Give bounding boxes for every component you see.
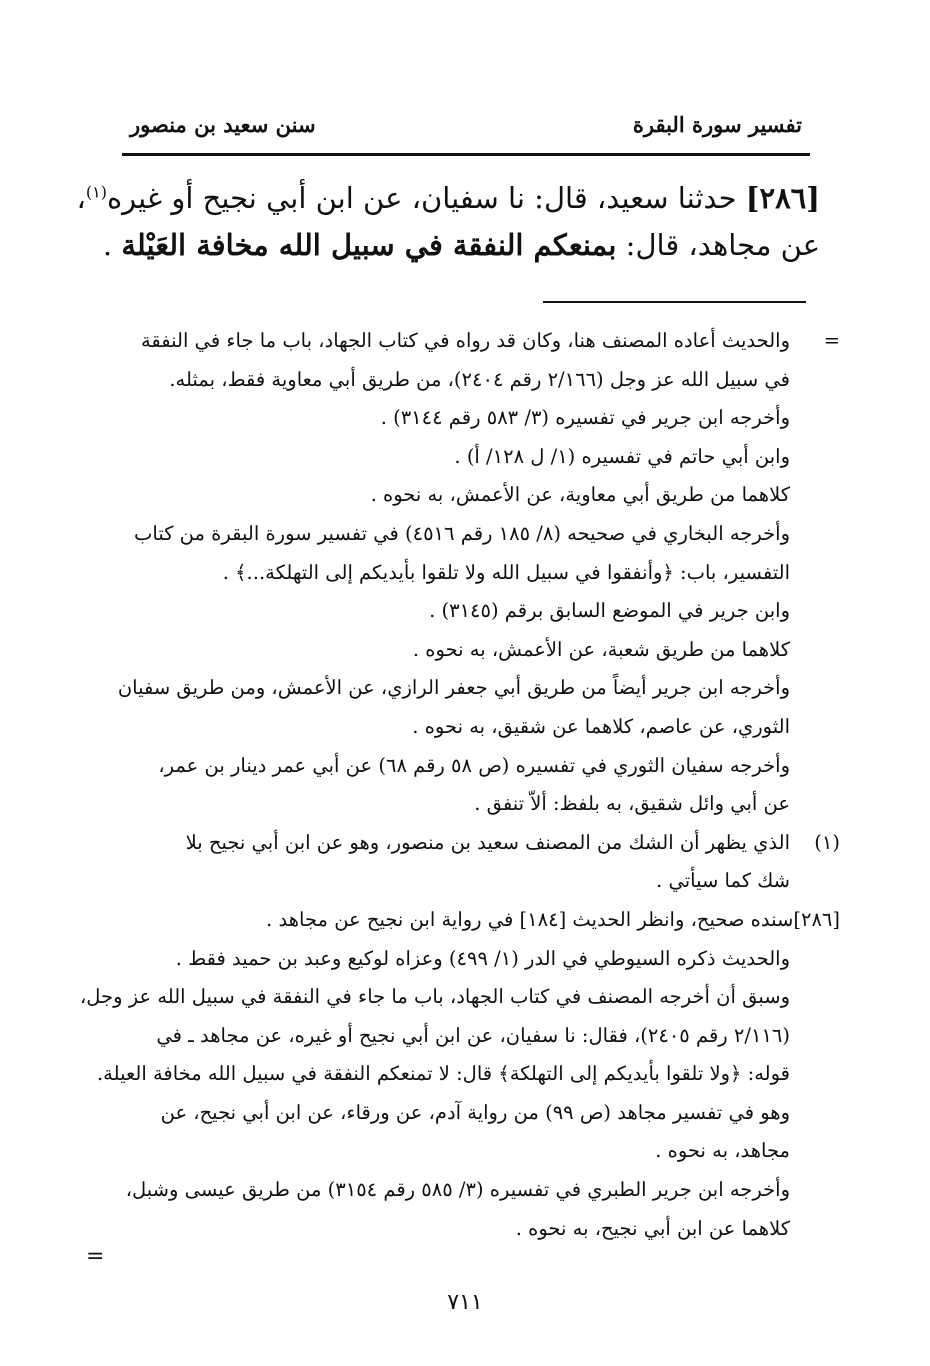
note-text: سنده صحيح، وانظر الحديث [١٨٤] في رواية ابن نجيح عن مجاهد . xyxy=(266,907,794,931)
note-line: والحديث أعاده المصنف هنا، وكان قد رواه في كتاب الجهاد، باب ما جاء في النفقة xyxy=(140,329,790,352)
note-line: الثوري، عن عاصم، كلاهما عن شقيق، به نحوه . xyxy=(412,714,790,738)
note-line: وابن جرير في الموضع السابق برقم (٣١٤٥) . xyxy=(429,599,790,623)
continues-marker: = xyxy=(86,1244,105,1269)
note-line: قوله: ﴿ولا تلقوا بأيديكم إلى التهلكة﴾ قال: لا تمنعكم النفقة في سبيل الله مخافة العيلة. xyxy=(96,1062,790,1086)
note-line: في سبيل الله عز وجل (٢/١٦٦ رقم ٢٤٠٤)، من طريق أبي معاوية فقط، بمثله. xyxy=(169,367,790,391)
footnote-1 xyxy=(120,824,840,901)
hadith-text xyxy=(76,175,820,269)
note-line: كلاهما من طريق شعبة، عن الأعمش، به نحوه . xyxy=(412,637,790,661)
footnotes xyxy=(80,322,840,1248)
note-line: مجاهد، به نحوه . xyxy=(655,1139,790,1163)
continued-note xyxy=(117,322,840,824)
footnote-number: (١) xyxy=(814,830,840,854)
note-line: كلاهما من طريق أبي معاوية، عن الأعمش، به نحوه . xyxy=(370,483,790,507)
note-line: (٢/١١٦ رقم ٢٤٠٥)، فقال: نا سفيان، عن ابن أبي نجيح أو غيره، عن مجاهد ـ في xyxy=(156,1023,790,1047)
hadith-matn: بمنعكم النفقة في سبيل الله مخافة العَيْلة xyxy=(121,228,617,262)
hadith-line-1 xyxy=(76,175,820,222)
book-title: سنن سعيد بن منصور xyxy=(130,112,316,137)
hadith-isnad: حدثنا سعيد، قال: نا سفيان، عن ابن أبي نجيح أو غيره xyxy=(106,181,737,215)
note-line: وأخرجه البخاري في صحيحه (٨/ ١٨٥ رقم ٤٥١٦) في تفسير سورة البقرة من كتاب xyxy=(134,521,790,545)
note-line: وأخرجه سفيان الثوري في تفسيره (ص ٥٨ رقم ٦٨) عن أبي عمر دينار بن عمر، xyxy=(158,753,790,777)
note-line: عن أبي وائل شقيق، به بلفظ: ألاّ تنفق . xyxy=(474,792,790,816)
header-divider xyxy=(122,153,810,156)
punctuation: ، xyxy=(76,181,86,215)
note-line: الذي يظهر أن الشك من المصنف سعيد بن منصور، وهو عن ابن أبي نجيح بلا xyxy=(185,830,790,854)
footnote-ref: (١) xyxy=(85,182,107,202)
note-line: وهو في تفسير مجاهد (ص ٩٩) من رواية آدم، عن ورقاء، عن ابن أبي نجيح، عن xyxy=(160,1100,790,1124)
footnote-divider xyxy=(543,301,806,303)
page-number: ٧١١ xyxy=(447,1290,483,1315)
note-line: وابن أبي حاتم في تفسيره (١/ ل ١٢٨/ أ) . xyxy=(454,444,790,468)
note-line: وأخرجه ابن جرير في تفسيره (٣/ ٥٨٣ رقم ٣١٤٤) . xyxy=(380,406,790,430)
note-line: وأخرجه ابن جرير الطبري في تفسيره (٣/ ٥٨٥ رقم ٣١٥٤) من طريق عيسى وشبل، xyxy=(125,1178,790,1202)
note-line xyxy=(120,901,840,940)
note-number: [٢٨٦] xyxy=(793,907,840,931)
punctuation: . xyxy=(102,228,122,262)
note-line: كلاهما عن ابن أبي نجيح، به نحوه . xyxy=(515,1216,790,1240)
note-line: التفسير، باب: ﴿وأنفقوا في سبيل الله ولا تلقوا بأيديكم إلى التهلكة...﴾ . xyxy=(222,560,790,584)
continuation-marker: = xyxy=(823,329,840,352)
chapter-title: تفسير سورة البقرة xyxy=(632,112,802,137)
hadith-number: [٢٨٦] xyxy=(745,181,820,215)
note-line: شك كما سيأتي . xyxy=(656,869,790,893)
note-line: وأخرجه ابن جرير أيضاً من طريق أبي جعفر الرازي، عن الأعمش، ومن طريق سفيان xyxy=(117,676,790,700)
hadith-line-2 xyxy=(102,222,820,269)
note-line: والحديث ذكره السيوطي في الدر (١/ ٤٩٩) وعزاه لوكيع وعبد بن حميد فقط . xyxy=(175,946,790,970)
note-line: وسبق أن أخرجه المصنف في كتاب الجهاد، باب ما جاء في النفقة في سبيل الله عز وجل، xyxy=(80,985,790,1009)
hadith-isnad-end: عن مجاهد، قال: xyxy=(616,228,820,262)
running-header xyxy=(122,112,810,152)
hadith-286-note xyxy=(80,901,840,1248)
